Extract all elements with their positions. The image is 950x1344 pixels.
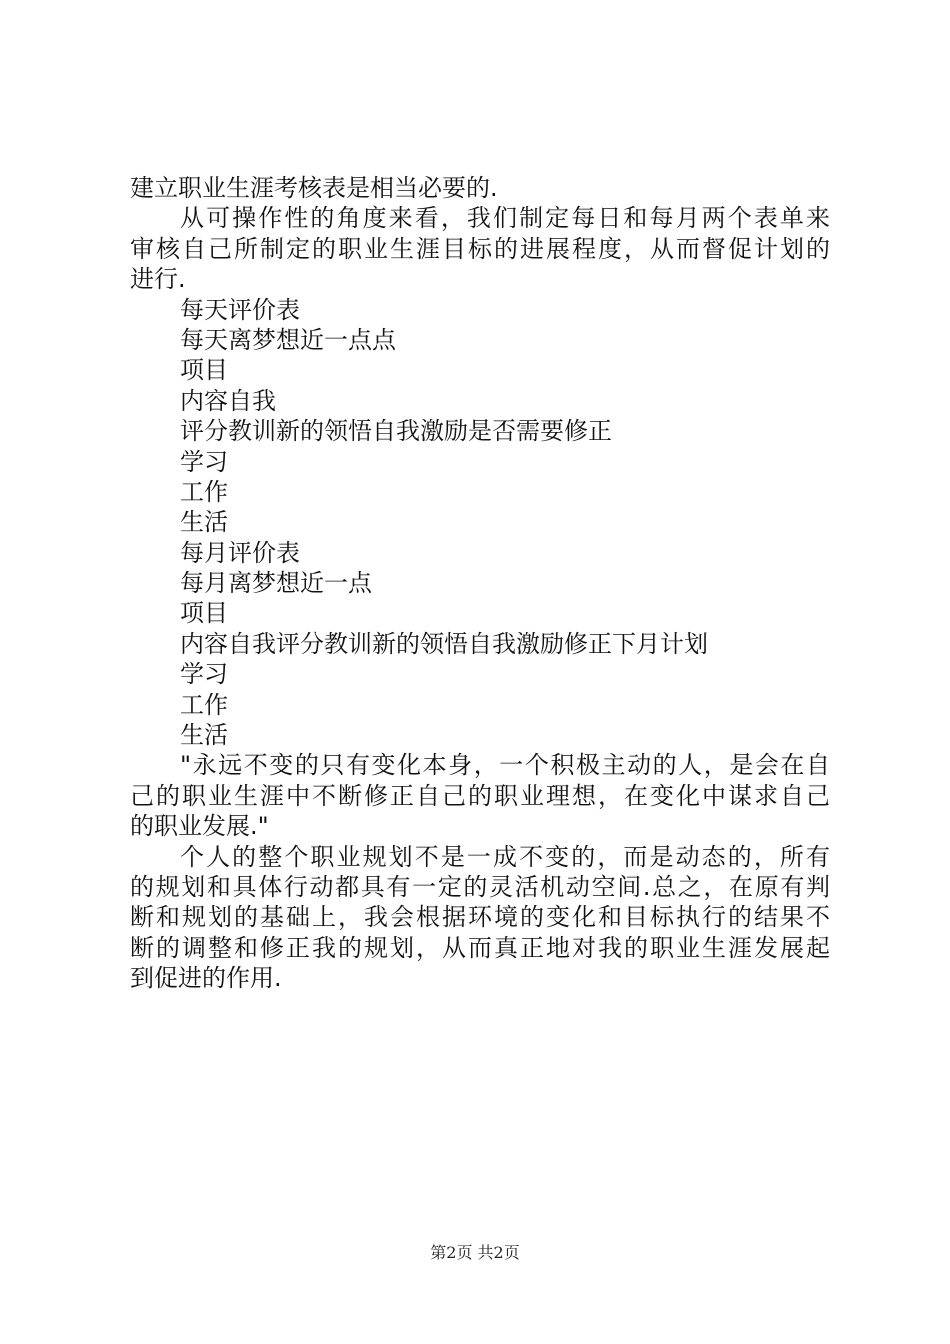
- text-line: 建立职业生涯考核表是相当必要的.: [130, 174, 498, 202]
- text-line: 项目: [180, 599, 228, 628]
- text-line: 工作: [180, 690, 228, 719]
- text-line: 内容自我评分教训新的领悟自我激励修正下月计划: [180, 629, 708, 658]
- text-line: 审核自己所制定的职业生涯目标的进展程度，从而督促计划的: [130, 234, 830, 263]
- text-line: 工作: [180, 477, 228, 506]
- text-line: 己的职业生涯中不断修正自己的职业理想，在变化中谋求自己: [130, 781, 830, 810]
- text-line: 每月评价表: [180, 538, 300, 567]
- text-line: 生活: [180, 721, 228, 750]
- text-line: 的规划和具体行动都具有一定的灵活机动空间.总之，在原有判: [130, 872, 830, 901]
- text-line: 评分教训新的领悟自我激励是否需要修正: [180, 417, 612, 446]
- text-line: 内容自我: [180, 386, 276, 415]
- page-footer: [0, 1243, 950, 1263]
- text-line: 到促进的作用.: [130, 964, 282, 993]
- page-number: 第2页 共2页: [430, 1243, 520, 1262]
- text-line: 每月离梦想近一点: [180, 569, 372, 598]
- text-line: 生活: [180, 508, 228, 537]
- text-line: 断和规划的基础上，我会根据环境的变化和目标执行的结果不: [130, 903, 830, 932]
- text-line: 学习: [180, 447, 228, 476]
- text-line: 项目: [180, 356, 228, 385]
- text-line: "永远不变的只有变化本身，一个积极主动的人，是会在自: [180, 751, 830, 780]
- text-line: 个人的整个职业规划不是一成不变的，而是动态的，所有: [180, 842, 830, 871]
- text-line: 从可操作性的角度来看，我们制定每日和每月两个表单来: [180, 204, 830, 233]
- text-line: 断的调整和修正我的规划，从而真正地对我的职业生涯发展起: [130, 933, 830, 962]
- text-line: 进行.: [130, 265, 186, 294]
- text-line: 学习: [180, 660, 228, 689]
- text-line: 每天评价表: [180, 295, 300, 324]
- text-line: 的职业发展.": [130, 812, 269, 841]
- document-body: [130, 173, 830, 994]
- text-line: 每天离梦想近一点点: [180, 325, 396, 354]
